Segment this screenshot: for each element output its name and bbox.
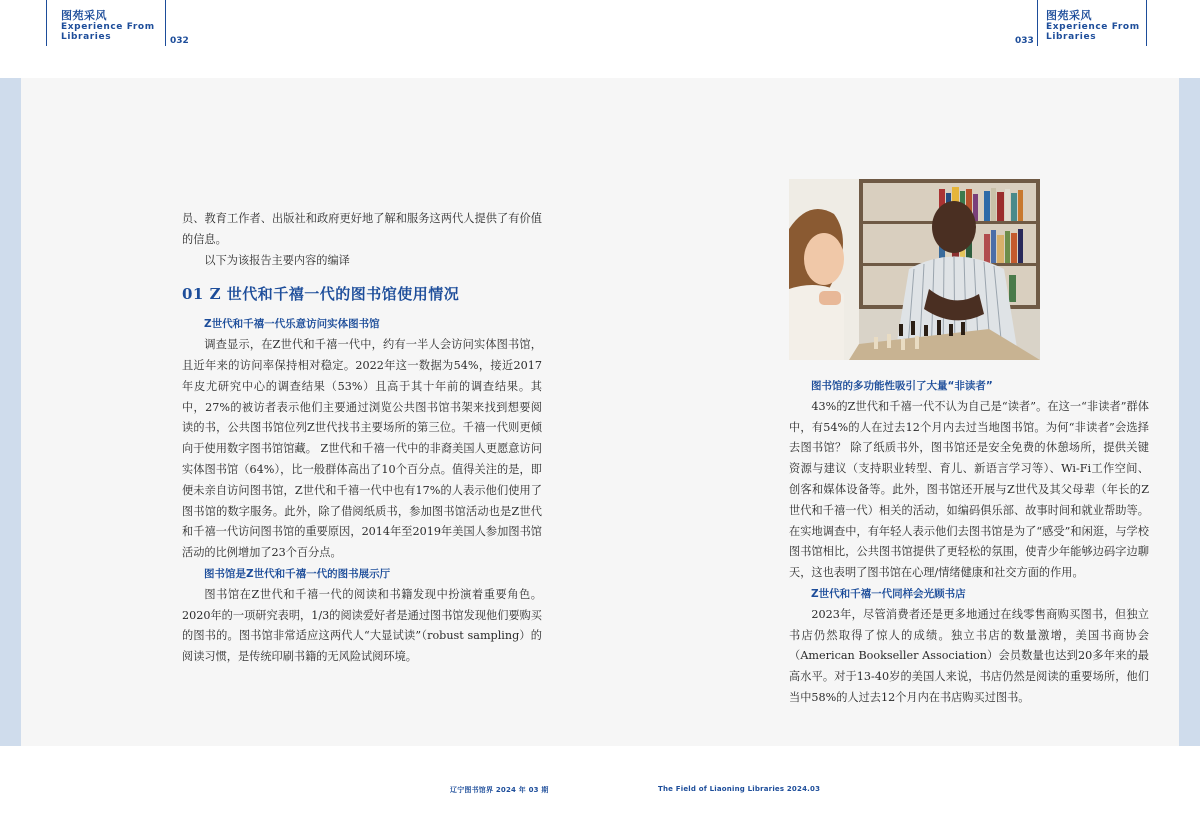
subheading: Z世代和千禧一代同样会光顾书店: [811, 587, 966, 600]
left-column: [182, 209, 542, 668]
section-title: 01 Z 世代和千禧一代的图书馆使用情况: [182, 285, 460, 304]
brand-en-line2: Libraries: [1046, 31, 1097, 42]
footer-right: The Field of Liaoning Libraries 2024.03: [658, 785, 821, 793]
right-side-bar: [1179, 78, 1200, 746]
header-right: [600, 0, 1200, 78]
intro-note: 以下为该报告主要内容的编译: [204, 253, 350, 267]
left-side-bar: [0, 78, 21, 746]
right-column: [789, 376, 1149, 709]
brand-en-line1: Experience From: [1046, 22, 1140, 32]
brand-block: [1046, 9, 1140, 42]
brand-cn: 图苑采风: [61, 9, 107, 22]
body-paragraph: 43%的Z世代和千禧一代不认为自己是“读者”。在这一“非读者”群体中，有54%的人在过去12个月内去过当地图书馆。为何“非读者”会选择去图书馆？ 除了纸质书外，图书馆还是安全免费的休憩场所，提供关键资源与建议（支持职业转型、育儿、新语言学习等）、Wi-Fi工作空间、创客和媒体设备等。此外，图书馆还开展与Z世代及其父母辈（年长的Z世代和千禧一代）相关的活动，如编码俱乐部、故事时间和就业帮助等。 在实地调查中，有年轻人表示他们去图书馆是为了“感受”和闲逛，与学校图书馆相比，公共图书馆提供了更轻松的氛围，使青少年能够边码字边聊天，这也表明了图书馆在心理/情绪健康和社交方面的作用。: [789, 399, 1149, 580]
page-number: 032: [170, 36, 189, 46]
article-photo: [789, 179, 1040, 360]
page-number: 033: [1015, 36, 1034, 46]
footer-left: 辽宁图书馆界 2024 年 03 期: [450, 786, 549, 794]
brand-cn: 图苑采风: [1046, 9, 1092, 22]
intro-paragraph: 员、教育工作者、出版社和政府更好地了解和服务这两代人提供了有价值的信息。: [182, 212, 542, 246]
header-divider: [165, 0, 166, 46]
header-left: [0, 0, 600, 78]
brand-en-line1: Experience From: [61, 22, 155, 32]
header-divider: [1037, 0, 1038, 46]
header-divider: [1146, 0, 1147, 46]
brand-en-line2: Libraries: [61, 31, 112, 42]
chess-players-photo: [789, 179, 1040, 360]
body-paragraph: 调查显示，在Z世代和千禧一代中，约有一半人会访问实体图书馆，且近年来的访问率保持相对稳定。2022年这一数据为54%，接近2017年皮尤研究中心的调查结果（53%）且高于其十年前的调查结果。其中，27%的被访者表示他们主要通过浏览公共图书馆书架来找到想要阅读的书，公共图书馆位列Z世代找书主要场所的第三位。千禧一代则更倾向于使用数字图书馆馆藏。 Z世代和千禧一代中的非裔美国人更愿意访问实体图书馆（64%），比一般群体高出了10个百分点。值得关注的是，即便未亲自访问图书馆，Z世代和千禧一代中也有17%的人表示他们使用了图书馆的数字服务。此外，除了借阅纸质书，参加图书馆活动也是Z世代和千禧一代访问图书馆的重要原因，2014年至2019年美国人参加图书馆活动的比例增加了23个百分点。: [182, 338, 542, 560]
brand-block: [61, 9, 155, 42]
body-paragraph: 2023年，尽管消费者还是更多地通过在线零售商购买图书，但独立书店仍然取得了惊人的成绩。独立书店的数量激增，美国书商协会（American Bookseller Association）会员数量也达到20多年来的最高水平。对于13-40岁的美国人来说，书店仍然是阅读的重要场所，他们当中58%的人过去12个月内在书店购买过图书。: [789, 607, 1149, 704]
subheading: Z世代和千禧一代乐意访问实体图书馆: [204, 318, 380, 331]
subheading: 图书馆是Z世代和千禧一代的图书展示厅: [204, 567, 391, 580]
header-divider: [46, 0, 47, 46]
body-paragraph: 图书馆在Z世代和千禧一代的阅读和书籍发现中扮演着重要角色。2020年的一项研究表明，1/3的阅读爱好者是通过图书馆发现他们要购买的图书的。图书馆非常适应这两代人“大显试读”（robust sampling）的阅读习惯，是传统印刷书籍的无风险试阅环境。: [182, 587, 542, 664]
subheading: 图书馆的多功能性吸引了大量“非读者”: [811, 380, 993, 392]
